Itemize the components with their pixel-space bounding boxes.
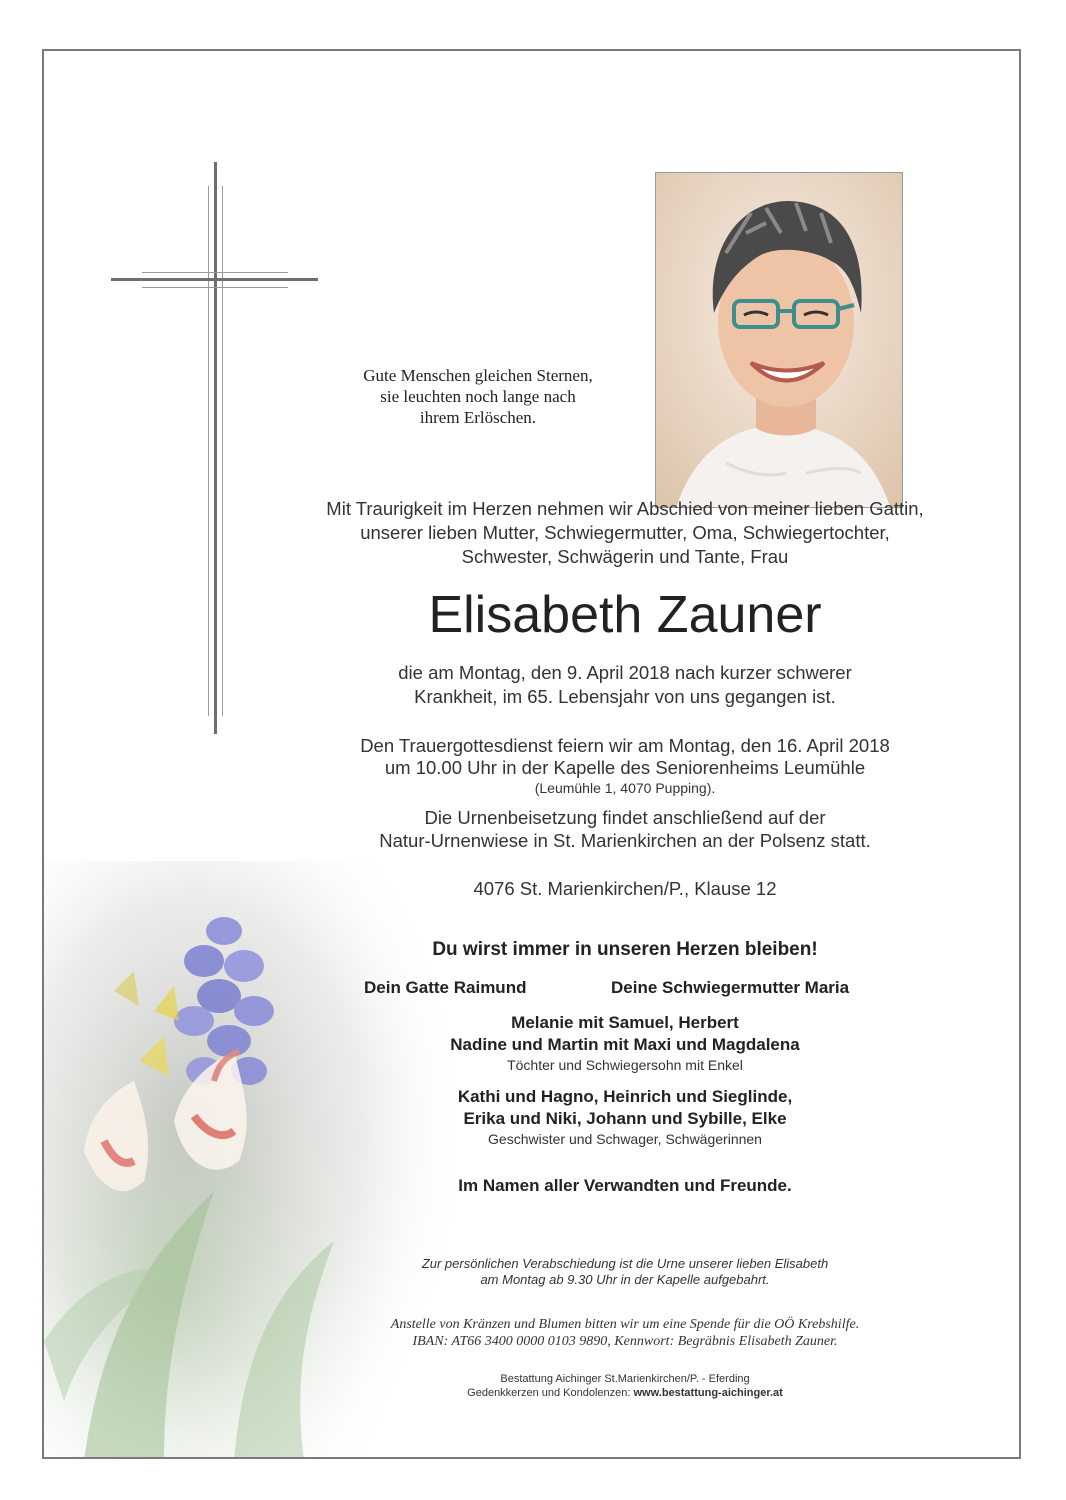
service-location-note: (Leumühle 1, 4070 Pupping). (534, 780, 716, 796)
donation-line: IBAN: AT66 3400 0000 0103 9890, Kennwort: Begräbnis Elisabeth Zauner. (412, 1334, 838, 1349)
mourner-husband: Dein Gatte Raimund (364, 978, 527, 997)
memorial-quote (324, 365, 632, 428)
intro-text (290, 497, 960, 569)
mourners-siblings (290, 1086, 960, 1148)
mourner-role: Töchter und Schwiegersohn mit Enkel (507, 1057, 743, 1073)
farewell-line: Zur persönlichen Verabschiedung ist die Urne unserer lieben Elisabeth (421, 1256, 829, 1271)
mourner-line: Nadine und Martin mit Maxi und Magdalena (450, 1035, 800, 1054)
mourners-closing: Im Namen aller Verwandten und Freunde. (458, 1176, 792, 1195)
intro-line: unserer lieben Mutter, Schwiegermutter, Oma, Schwiegertochter, (360, 522, 890, 543)
memorial-motto: Du wirst immer in unseren Herzen bleiben! (432, 939, 818, 960)
quote-line: sie leuchten noch lange nach (380, 387, 576, 406)
donation-line: Anstelle von Kränzen und Blumen bitten wir um eine Spende für die OÖ Krebshilfe. (390, 1317, 860, 1332)
funeral-home-footer (290, 1372, 960, 1400)
intro-line: Mit Traurigkeit im Herzen nehmen wir Abschied von meiner lieben Gattin, (326, 498, 924, 519)
death-notice (290, 661, 960, 709)
footer-prefix: Gedenkkerzen und Kondolenzen: (467, 1387, 634, 1399)
mourners-children (290, 1012, 960, 1074)
deceased-name: Elisabeth Zauner (428, 586, 822, 644)
quote-line: Gute Menschen gleichen Sternen, (363, 366, 593, 385)
footer-website-link[interactable]: www.bestattung-aichinger.at (633, 1387, 783, 1399)
service-line: Den Trauergottesdienst feiern wir am Montag, den 16. April 2018 (360, 735, 890, 756)
family-address: 4076 St. Marienkirchen/P., Klause 12 (473, 878, 777, 899)
farewell-note (290, 1256, 960, 1288)
service-info (290, 735, 960, 797)
mourner-role: Geschwister und Schwager, Schwägerinnen (488, 1131, 762, 1147)
quote-line: ihrem Erlöschen. (419, 408, 537, 427)
service-line: um 10.00 Uhr in der Kapelle des Seniorenheims Leumühle (384, 757, 866, 778)
footer-line: Bestattung Aichinger St.Marienkirchen/P. - Eferding (500, 1373, 750, 1385)
urn-burial-info (290, 806, 960, 852)
footer-line (290, 1386, 960, 1400)
urn-line: Natur-Urnenwiese in St. Marienkirchen an der Polsenz statt. (379, 830, 871, 851)
mourner-mother-in-law: Deine Schwiegermutter Maria (611, 978, 850, 997)
mourner-line: Melanie mit Samuel, Herbert (511, 1013, 739, 1032)
portrait-photo (655, 172, 903, 508)
donation-note (290, 1316, 960, 1350)
mourners-first-row (290, 978, 960, 1002)
urn-line: Die Urnenbeisetzung findet anschließend auf der (424, 807, 826, 828)
farewell-line: am Montag ab 9.30 Uhr in der Kapelle aufgebahrt. (480, 1272, 770, 1287)
death-line: die am Montag, den 9. April 2018 nach kurzer schwerer (398, 662, 852, 683)
mourner-line: Kathi und Hagno, Heinrich und Sieglinde, (457, 1087, 793, 1106)
death-line: Krankheit, im 65. Lebensjahr von uns gegangen ist. (414, 686, 836, 707)
intro-line: Schwester, Schwägerin und Tante, Frau (461, 546, 789, 567)
mourner-line: Erika und Niki, Johann und Sybille, Elke (463, 1109, 787, 1128)
